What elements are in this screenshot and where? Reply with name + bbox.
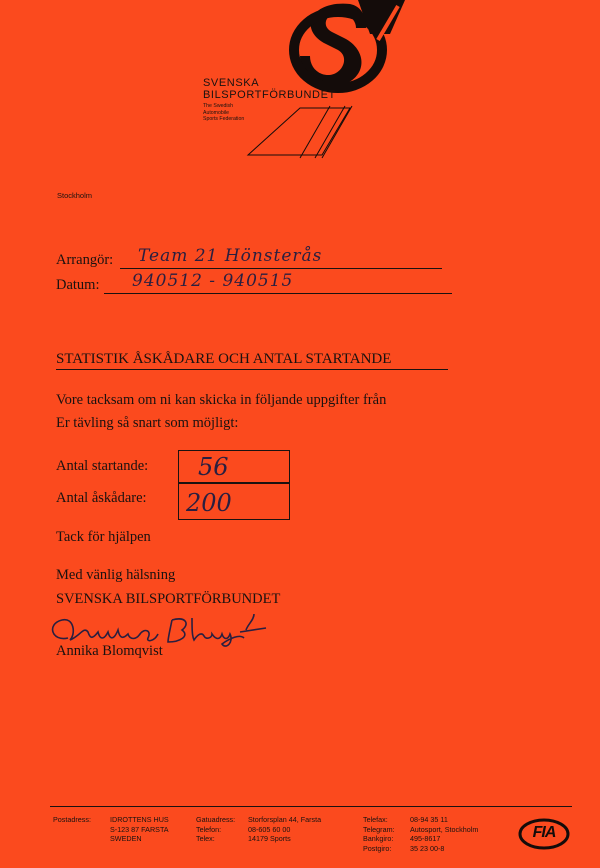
fax-labels [363,815,395,853]
bankgiro-value: 495-8617 [410,834,441,844]
fax-label: Telefax: [363,815,388,824]
telegram-label: Telegram: [363,824,395,834]
intro-line2: Er tävling så snart som möjligt: [56,415,239,431]
starters-value: 56 [198,453,229,481]
fia-text: FIA [532,824,556,841]
signer-name: Annika Blomqvist [56,643,163,659]
thanks-text: Tack för hjälpen [56,529,151,545]
intro-line1: Vore tacksam om ni kan skicka in följande uppgifter från [56,392,387,408]
date-value: 940512 - 940515 [132,271,294,291]
spectators-value: 200 [186,489,232,517]
page-title: STATISTIK ÅSKÅDARE OCH ANTAL STARTANDE [56,351,392,367]
org-subtitle-line3: Sports Federation [203,116,245,122]
spectators-label: Antal åskådare: [56,490,147,506]
fax-values [410,815,478,853]
bankgiro-label: Bankgiro: [363,834,394,844]
org-name-line2: BILSPORTFÖRBUNDET [203,89,336,101]
fia-logo-icon [518,818,570,850]
phone-label: Telefon: [196,824,222,834]
starters-label: Antal startande: [56,458,149,474]
fax-value: 08-94 35 11 [410,815,448,824]
org-subtitle [203,103,244,123]
signer-org: SVENSKA BILSPORTFÖRBUNDET [56,591,281,607]
footer-rule [50,806,572,807]
title-underline [56,352,448,370]
arranger-label: Arrangör: [56,252,114,268]
phone-value: 08-605 60 00 [248,824,291,834]
telex-value: 14179 Sports [248,834,291,844]
starters-box [178,450,290,484]
city: Stockholm [57,191,93,200]
arranger-value: Team 21 Hönsterås [138,246,323,266]
org-name [203,77,336,101]
postal-line1: IDROTTENS HUS [110,815,169,824]
org-subtitle-line2: Automobile [203,109,229,116]
street-value: Storforsplan 44, Farsta [248,815,322,824]
street-label: Gatuadress: [196,815,236,824]
greeting-text: Med vänlig hälsning [56,567,176,583]
org-name-line1: SVENSKA [203,77,260,89]
postgiro-label: Postgiro: [363,843,392,853]
postal-label: Postadress: [53,815,91,824]
date-label: Datum: [56,277,100,293]
street-labels [196,815,235,844]
telegram-value: Autosport, Stockholm [410,824,479,834]
postal-address [110,815,169,844]
postgiro-value: 35 23 00-8 [410,843,445,853]
street-values [248,815,321,844]
postal-line3: SWEDEN [110,834,142,844]
telex-label: Telex: [196,834,215,844]
postal-line2: S-123 87 FARSTA [110,824,169,834]
org-subtitle-line1: The Swedish [203,103,233,109]
